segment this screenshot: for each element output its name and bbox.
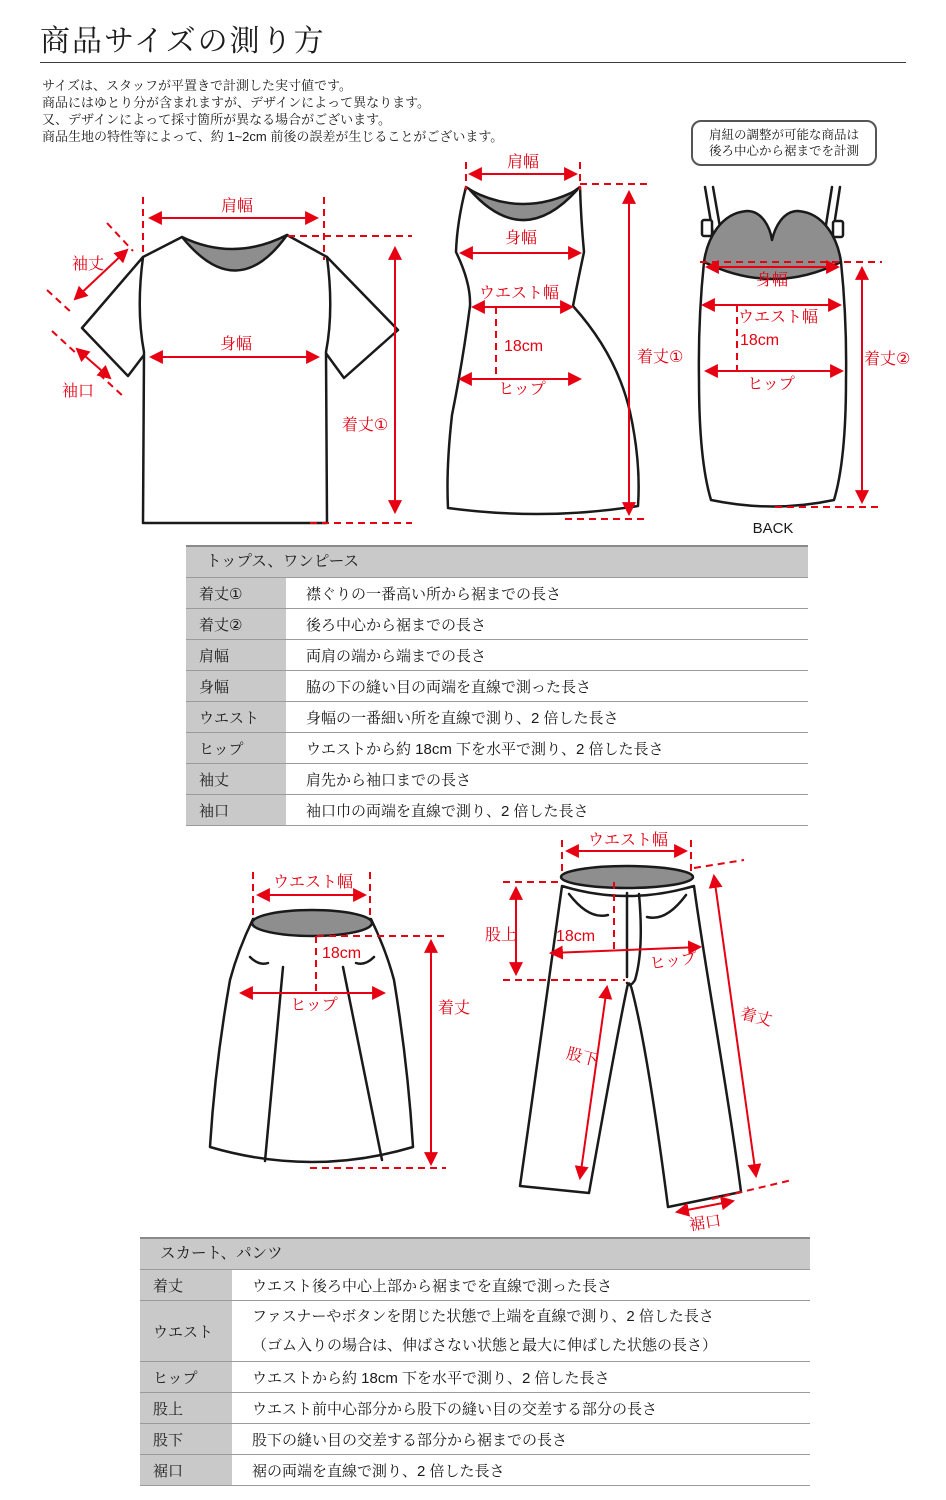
title-divider xyxy=(40,62,906,63)
measure-label: 袖口 xyxy=(186,795,290,825)
table-row xyxy=(140,1362,810,1393)
measure-label: 裾口 xyxy=(140,1455,236,1485)
table-row xyxy=(186,733,808,764)
table-row xyxy=(186,795,808,826)
note-line: 後ろ中心から裾までを計測 xyxy=(708,144,859,158)
measure-desc-line: （ゴム入りの場合は、伸ばさない状態と最大に伸ばした状態の長さ） xyxy=(252,1337,718,1354)
measure-desc: ウエストから約 18cm 下を水平で測り、2 倍した長さ xyxy=(306,740,664,758)
rise-label: 股上 xyxy=(485,927,518,944)
measure-desc: 両肩の端から端までの長さ xyxy=(306,647,487,665)
measure-label: ヒップ xyxy=(140,1362,236,1392)
body-width-label: 身幅 xyxy=(755,272,789,289)
hip-label: ヒップ xyxy=(747,376,795,393)
camisole-top xyxy=(704,211,841,279)
camisole-diagram xyxy=(690,185,946,540)
intro-line: 商品にはゆとり分が含まれますが、デザインによって異なります。 xyxy=(42,95,431,110)
body-width-label: 身幅 xyxy=(219,336,253,353)
measure-desc: 脇の下の縫い目の両端を直線で測った長さ xyxy=(306,678,592,696)
length-label: 着丈① xyxy=(637,349,684,366)
page-title: 商品サイズの測り方 xyxy=(40,25,326,58)
tshirt-diagram xyxy=(40,185,440,540)
skirt-waistband xyxy=(252,910,372,936)
measure-desc: 後ろ中心から裾までの長さ xyxy=(306,616,487,634)
table-row xyxy=(140,1455,810,1486)
strap-adjuster xyxy=(702,220,712,236)
length-label: 着丈 xyxy=(438,1000,471,1017)
skirt-diagram xyxy=(200,855,500,1195)
offset-label: 18cm xyxy=(556,928,596,945)
table-row xyxy=(140,1424,810,1455)
intro-line: 商品生地の特性等によって、約 1~2cm 前後の誤差が生じることがございます。 xyxy=(42,129,504,144)
sleeve-length-label: 袖丈 xyxy=(71,256,105,273)
measure-desc: 股下の縫い目の交差する部分から裾までの長さ xyxy=(252,1431,568,1449)
strap-adjuster xyxy=(833,221,843,237)
measure-label: 袖丈 xyxy=(186,764,290,794)
table-row xyxy=(186,671,808,702)
measure-desc: 裾の両端を直線で測り、2 倍した長さ xyxy=(252,1462,505,1480)
measure-desc: ウエスト後ろ中心上部から裾までを直線で測った長さ xyxy=(252,1277,613,1295)
table-row xyxy=(186,640,808,671)
offset-label: 18cm xyxy=(504,338,544,355)
hem-label: 裾口 xyxy=(688,1212,723,1235)
measure-label: 着丈 xyxy=(140,1270,236,1300)
note-line: 肩紐の調整が可能な商品は xyxy=(708,128,859,142)
measure-label: 肩幅 xyxy=(186,640,290,670)
waist-width-label: ウエスト幅 xyxy=(737,309,819,326)
measure-label: ウエスト xyxy=(186,702,290,732)
table-row xyxy=(186,609,808,640)
measure-label: ヒップ xyxy=(186,733,290,763)
length-label: 着丈① xyxy=(341,417,389,434)
pants-waistband xyxy=(561,866,693,888)
table-row xyxy=(140,1301,810,1362)
table-row xyxy=(186,702,808,733)
measure-label: 股下 xyxy=(140,1424,236,1454)
intro-line: 又、デザインによって採寸箇所が異なる場合がございます。 xyxy=(42,112,392,127)
hip-label: ヒップ xyxy=(498,381,546,398)
measure-label: 身幅 xyxy=(186,671,290,701)
pants-garment xyxy=(520,866,741,1207)
measure-desc: ウエスト前中心部分から股下の縫い目の交差する部分の長さ xyxy=(252,1400,658,1418)
hip-label: ヒップ xyxy=(648,949,699,974)
measure-desc-line: ファスナーやボタンを閉じた状態で上端を直線で測り、2 倍した長さ xyxy=(252,1308,714,1325)
tshirt-garment xyxy=(82,235,398,523)
length-label: 着丈② xyxy=(864,351,911,368)
measure-label: 着丈① xyxy=(186,578,290,608)
intro-text xyxy=(42,77,503,145)
waist-width-label: ウエスト幅 xyxy=(478,285,560,302)
measure-desc: 身幅の一番細い所を直線で測り、2 倍した長さ xyxy=(306,709,619,727)
dress-diagram xyxy=(435,150,705,540)
cuff-label: 袖口 xyxy=(61,383,95,400)
table-header: トップス、ワンピース xyxy=(186,547,808,578)
inseam-label: 股下 xyxy=(564,1045,600,1070)
measure-label: 股上 xyxy=(140,1393,236,1423)
table-row xyxy=(140,1393,810,1424)
table-row xyxy=(140,1270,810,1301)
measure-desc: 襟ぐりの一番高い所から裾までの長さ xyxy=(306,585,562,603)
measure-desc xyxy=(236,1301,717,1361)
measure-label: ウエスト xyxy=(140,1301,236,1361)
table-header: スカート、パンツ xyxy=(140,1239,810,1270)
table-row xyxy=(186,764,808,795)
measure-desc: ウエストから約 18cm 下を水平で測り、2 倍した長さ xyxy=(252,1369,610,1387)
table-row xyxy=(186,578,808,609)
waist-width-label: ウエスト幅 xyxy=(272,874,354,891)
offset-label: 18cm xyxy=(322,945,362,962)
body-width-label: 身幅 xyxy=(504,230,538,247)
measure-desc: 袖口巾の両端を直線で測り、2 倍した長さ xyxy=(306,802,589,820)
skirt-garment xyxy=(210,910,413,1162)
measure-desc: 肩先から袖口までの長さ xyxy=(306,771,472,789)
bottoms-size-table xyxy=(140,1237,810,1486)
pants-diagram xyxy=(475,830,800,1240)
offset-label: 18cm xyxy=(740,332,780,349)
tops-size-table xyxy=(186,545,808,826)
measure-label: 着丈② xyxy=(186,609,290,639)
waist-width-label: ウエスト幅 xyxy=(587,832,669,849)
back-label: BACK xyxy=(752,520,794,537)
shoulder-width-label: 肩幅 xyxy=(220,198,254,215)
strap-note-box xyxy=(691,120,877,166)
shoulder-width-label: 肩幅 xyxy=(506,154,540,171)
intro-line: サイズは、スタッフが平置きで計測した実寸値です。 xyxy=(42,78,352,93)
hip-label: ヒップ xyxy=(290,997,338,1014)
length-label: 着丈 xyxy=(738,1005,774,1030)
